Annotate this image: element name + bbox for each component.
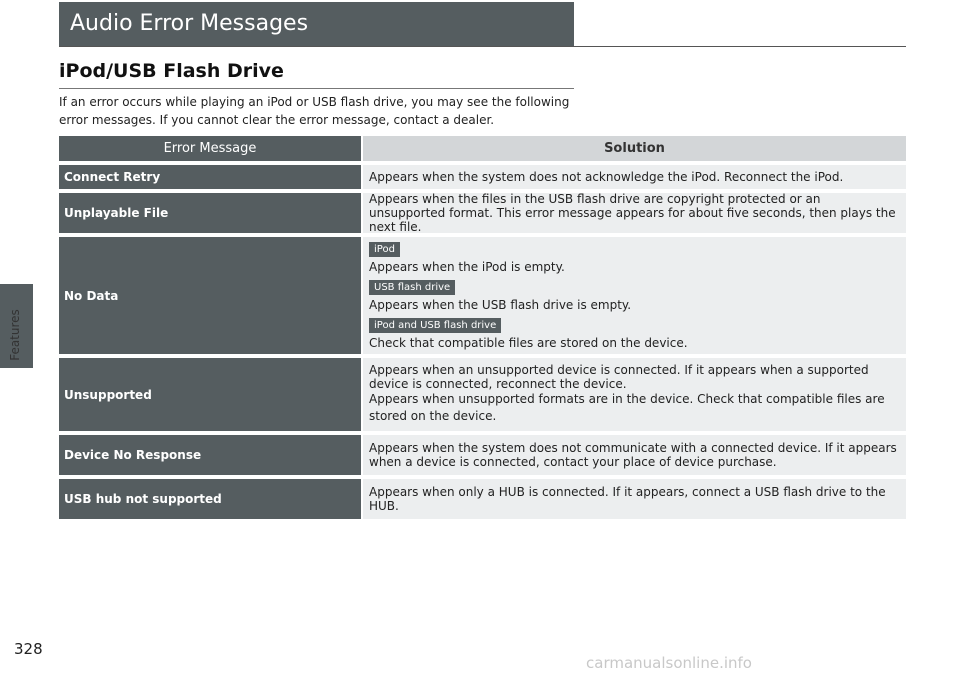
solution-cell	[363, 237, 906, 354]
ipod-badge: iPod	[369, 242, 400, 257]
table-row	[59, 193, 906, 233]
watermark: carmanualsonline.info	[586, 654, 752, 672]
ipod-and-usb-badge: iPod and USB flash drive	[369, 318, 501, 333]
header-error-message: Error Message	[59, 136, 361, 161]
error-table	[59, 136, 906, 523]
solution-line: Appears when the USB flash drive is empty.	[369, 298, 632, 312]
error-message-cell: Unplayable File	[59, 193, 361, 233]
section-rule	[59, 88, 574, 89]
title-rule	[59, 46, 906, 47]
solution-cell: Appears when the system does not acknowledge the iPod. Reconnect the iPod.	[363, 165, 906, 189]
solution-line: Appears when the iPod is empty.	[369, 260, 565, 274]
page-title: Audio Error Messages	[59, 2, 574, 46]
page-number: 328	[14, 640, 43, 658]
solution-cell: Appears when the system does not communicate with a connected device. If it appears when a device is connected, contact your place of device purchase.	[363, 435, 906, 475]
solution-cell: Appears when the files in the USB flash drive are copyright protected or an unsupported format. This error message appears for about five seconds, then plays the next file.	[363, 193, 906, 233]
usb-flash-drive-badge: USB flash drive	[369, 280, 455, 295]
side-label: Features	[8, 309, 23, 361]
solution-line: Appears when an unsupported device is connected. If it appears when a supported device is connected, reconnect the device.	[369, 363, 869, 391]
solution-cell: Appears when only a HUB is connected. If it appears, connect a USB flash drive to the HUB.	[363, 479, 906, 519]
table-row	[59, 479, 906, 519]
header-solution: Solution	[363, 136, 906, 161]
error-message-cell: No Data	[59, 237, 361, 354]
table-row	[59, 165, 906, 189]
error-message-cell: Connect Retry	[59, 165, 361, 189]
solution-line: Check that compatible files are stored on the device.	[369, 336, 688, 350]
error-message-cell: USB hub not supported	[59, 479, 361, 519]
error-message-cell: Device No Response	[59, 435, 361, 475]
section-title: iPod/USB Flash Drive	[59, 60, 284, 82]
table-row	[59, 435, 906, 475]
solution-line: Appears when unsupported formats are in the device. Check that compatible files are stored on the device.	[369, 392, 885, 423]
table-row	[59, 358, 906, 431]
table-row	[59, 237, 906, 354]
error-message-cell: Unsupported	[59, 358, 361, 431]
intro-paragraph: If an error occurs while playing an iPod or USB flash drive, you may see the following error messages. If you cannot clear the error message, contact a dealer.	[59, 95, 570, 127]
table-header-row	[59, 136, 906, 161]
solution-cell	[363, 358, 906, 431]
